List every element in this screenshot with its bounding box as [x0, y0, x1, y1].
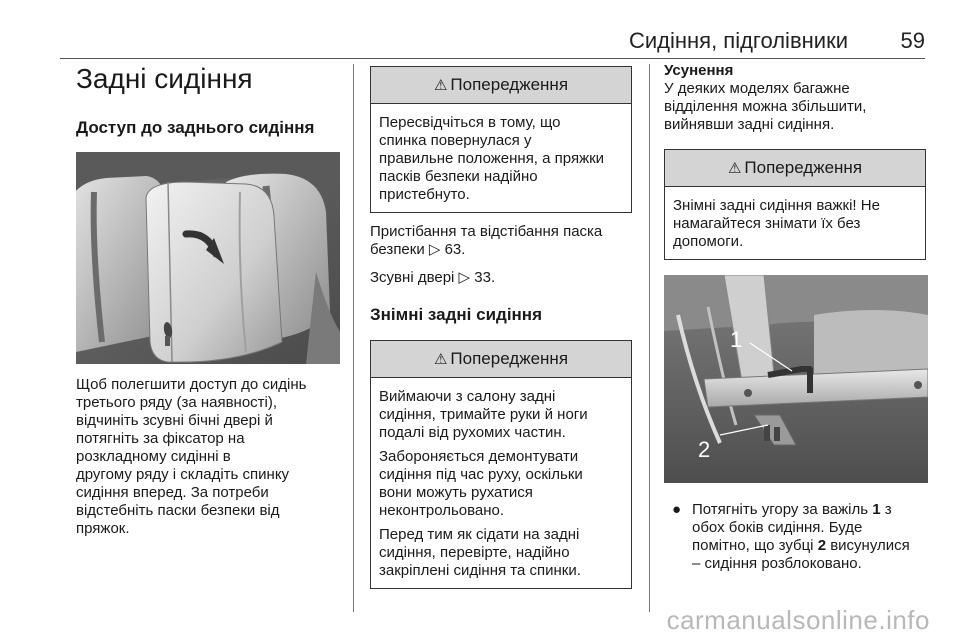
text-line: намагайтеся знімати їх без — [673, 215, 861, 232]
warning-header — [665, 150, 925, 187]
text-line: сидіння під час руху, оскільки — [379, 466, 583, 483]
header-rule — [60, 58, 925, 59]
text-span: висунулися — [826, 537, 910, 554]
bullet-marker: ● — [672, 501, 682, 518]
text-line: другому ряду і складіть спинку — [76, 466, 290, 483]
text-line: розкладному сидінні в — [76, 448, 231, 465]
warning-header — [371, 341, 631, 378]
page-header — [0, 28, 960, 56]
instruction-text — [692, 501, 926, 573]
text-line: відчиніть зсувні бічні двері й — [76, 412, 273, 429]
rear-seat-figure — [76, 152, 340, 364]
warning-body — [371, 378, 631, 588]
note-heading: Усунення — [664, 62, 734, 79]
text-line: вони можуть рухатися — [379, 484, 533, 501]
text-span: з — [880, 501, 892, 518]
warning-box — [370, 66, 632, 213]
subsection-title: Знімні задні сидіння — [370, 305, 542, 324]
text-line: Виймаючи з салону задні — [379, 388, 556, 405]
column-middle — [370, 62, 632, 589]
text-line: Забороняється демонтувати — [379, 448, 579, 465]
warning-paragraph — [379, 448, 623, 520]
text-line: – сидіння розблоковано. — [692, 555, 862, 572]
text-line: Перед тим як сідати на задні — [379, 526, 580, 543]
text-line: Пристібання та відстібання паска — [370, 223, 603, 240]
page-link[interactable]: безпеки ▷ 63. — [370, 241, 466, 258]
section-title: Задні сидіння — [76, 63, 253, 94]
text-line: потягніть за фіксатор на — [76, 430, 245, 447]
page-link[interactable]: Зсувні двері ▷ 33. — [370, 269, 496, 286]
column-divider — [649, 64, 650, 612]
text-line: спинка повернулася у — [379, 132, 532, 149]
text-line: закріплені сидіння та спинки. — [379, 562, 581, 579]
text-line: пряжок. — [76, 520, 130, 537]
text-line: вийнявши задні сидіння. — [664, 116, 835, 133]
callout-ref: 2 — [817, 537, 827, 554]
text-line: Пересвідчіться в тому, що — [379, 114, 561, 131]
warning-body — [371, 104, 631, 212]
text-line: відстебніть паски безпеки від — [76, 502, 280, 519]
warning-heading: Попередження — [744, 158, 863, 177]
seat-release-lever-illustration-icon — [664, 275, 928, 483]
text-line: пасків безпеки надійно — [379, 168, 538, 185]
text-line: третього ряду (за наявності), — [76, 394, 278, 411]
cross-reference — [370, 223, 632, 259]
text-line: сидіння, тримайте руки й ноги — [379, 406, 588, 423]
instruction-step — [664, 501, 926, 573]
page-number: 59 — [900, 28, 925, 53]
text-line: сидіння вперед. За потреби — [76, 484, 269, 501]
text-line: Щоб полегшити доступ до сидінь — [76, 376, 307, 393]
callout-label: 1 — [730, 327, 743, 352]
body-text — [76, 376, 342, 538]
text-line: відділення можна збільшити, — [664, 98, 867, 115]
warning-paragraph — [379, 526, 623, 580]
warning-body — [665, 187, 925, 259]
text-line: подалі від рухомих частин. — [379, 424, 566, 441]
warning-triangle-icon: ⚠ — [433, 351, 448, 368]
text-line: пристебнуто. — [379, 186, 470, 203]
warning-triangle-icon: ⚠ — [433, 77, 448, 94]
column-left — [76, 62, 342, 538]
callout-ref: 1 — [872, 501, 881, 518]
text-line: неконтрольовано. — [379, 502, 505, 519]
warning-triangle-icon: ⚠ — [727, 160, 742, 177]
rear-seat-folding-illustration-icon — [76, 152, 340, 364]
text-line: допомоги. — [673, 233, 744, 250]
warning-heading: Попередження — [450, 75, 569, 94]
warning-box — [370, 340, 632, 589]
text-line: правильне положення, а пряжки — [379, 150, 605, 167]
text-line: сидіння, перевірте, надійно — [379, 544, 570, 561]
column-right — [664, 62, 926, 573]
column-divider — [353, 64, 354, 612]
body-text — [664, 80, 926, 134]
seat-lever-figure — [664, 275, 928, 483]
text-span: Потягніть угору за важіль — [692, 501, 873, 518]
text-line: обох боків сидіння. Буде — [692, 519, 863, 536]
watermark: carmanualsonline.info — [666, 605, 930, 635]
warning-box — [664, 149, 926, 260]
warning-heading: Попередження — [450, 349, 569, 368]
subsection-title: Доступ до заднього сидіння — [76, 118, 315, 137]
text-span: помітно, що зубці — [692, 537, 818, 554]
text-line: Знімні задні сидіння важкі! Не — [673, 197, 880, 214]
warning-header — [371, 67, 631, 104]
running-title: Сидіння, підголівники — [628, 28, 848, 53]
warning-paragraph — [379, 388, 623, 442]
text-line: У деяких моделях багажне — [664, 80, 850, 97]
callout-label: 2 — [698, 437, 711, 462]
